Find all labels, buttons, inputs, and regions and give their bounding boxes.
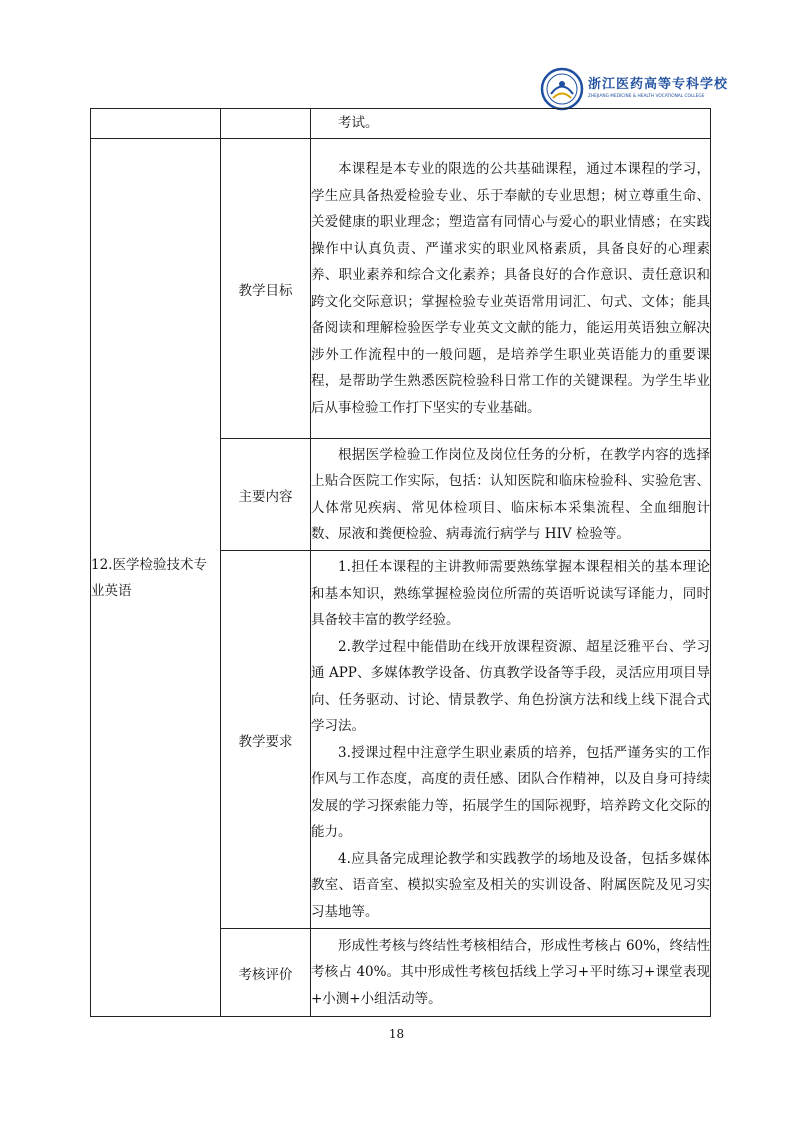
label-requirements: 教学要求 [221, 551, 311, 929]
paragraph: 2.教学过程中能借助在线开放课程资源、超星泛雅平台、学习通 APP、多媒体教学设备、仿真教学设备等手段，灵活应用项目导向、任务驱动、讨论、情景教学、角色扮演方法和线上线下混合式学习法。 [311, 638, 710, 734]
paragraph: 本课程是本专业的限选的公共基础课程，通过本课程的学习，学生应具备热爱检验专业、乐于奉献的专业思想；树立尊重生命、关爱健康的职业理念；塑造富有同情心与爱心的职业情感；在实践操作中认真负责、严谨求实的职业风格素质，具备良好的心理素养、职业素养和综合文化素养；具备良好的合作意识、责任意识和跨文化交际意识；掌握检验专业英语常用词汇、句式、文体；能具备阅读和理解检验医学专业英文文献的能力，能运用英语独立解决涉外工作流程中的一般问题，是培养学生职业英语能力的重要课程，是帮助学生熟悉医院检验科日常工作的关键课程。为学生毕业后从事检验工作打下坚实的专业基础。 [311, 161, 710, 416]
content-requirements [311, 551, 711, 929]
table-row-continued [91, 109, 711, 139]
paragraph: 1.担任本课程的主讲教师需要熟练掌握本课程相关的基本理论和基本知识，熟练掌握检验岗位所需的英语听说读写译能力，同时具备较丰富的教学经验。 [311, 559, 710, 628]
label-main-content: 主要内容 [221, 439, 311, 551]
content-cell-continued [311, 109, 711, 139]
label-objectives: 教学目标 [221, 139, 311, 439]
college-logo [540, 64, 729, 114]
table-row-objectives [91, 139, 711, 439]
content-assessment [311, 929, 711, 1017]
paragraph: 形成性考核与终结性考核相结合，形成性考核占 60%，终结性考核占 40%。其中形成性考核包括线上学习+平时练习+课堂表现+小测+小组活动等。 [311, 937, 710, 1007]
label-assessment: 考核评价 [221, 929, 311, 1017]
label-cell-empty [221, 109, 311, 139]
college-name-en: ZHEJIANG MEDICINE & HEALTH VOCATIONAL COLLEGE [588, 94, 705, 100]
course-name-cell: 12.医学检验技术专业英语 [91, 139, 221, 1017]
course-cell-empty [91, 109, 221, 139]
content-main-content [311, 439, 711, 551]
college-name-cn: 浙江医药高等专科学校 [588, 77, 729, 93]
content-objectives [311, 139, 711, 439]
college-emblem-icon [540, 67, 584, 111]
paragraph: 根据医学检验工作岗位及岗位任务的分析，在教学内容的选择上贴合医院工作实际，包括：认知医院和临床检验科、实验危害、人体常见疾病、常见体检项目、临床标本采集流程、全血细胞计数、尿液和粪便检验、病毒流行病学与 HIV 检验等。 [311, 446, 710, 542]
course-table [90, 108, 711, 1017]
continued-text: 考试。 [338, 115, 379, 132]
paragraph: 3.授课过程中注意学生职业素质的培养，包括严谨务实的工作作风与工作态度，高度的责任感、团队合作精神，以及自身可持续发展的学习探索能力等，拓展学生的国际视野，培养跨文化交际的能力。 [311, 744, 710, 840]
paragraph: 4.应具备完成理论教学和实践教学的场地及设备，包括多媒体教室、语音室、模拟实验室及相关的实训设备、附属医院及见习实习基地等。 [311, 850, 710, 920]
page-number: 18 [388, 1027, 405, 1041]
